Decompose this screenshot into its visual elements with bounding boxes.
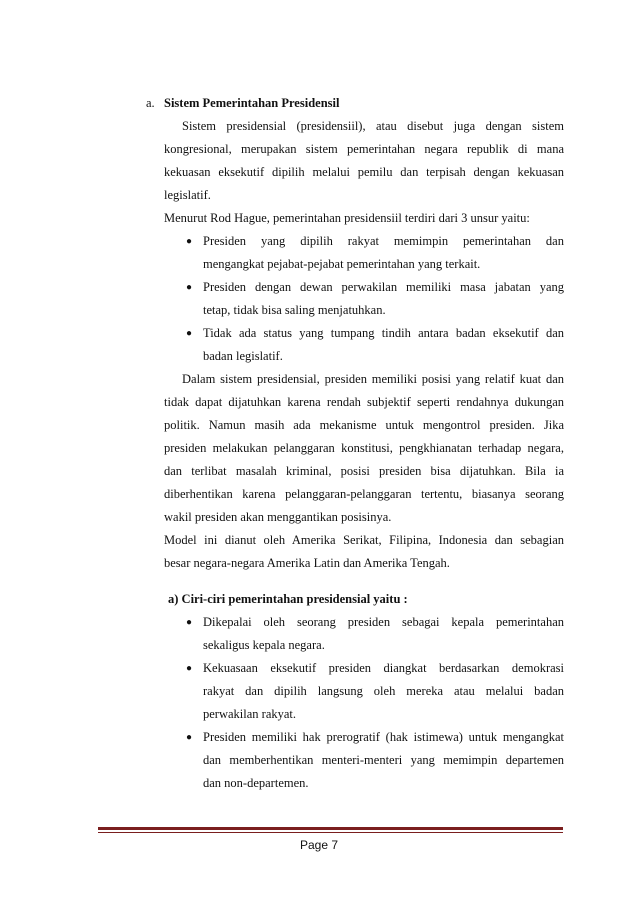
paragraph-line: besar negara-negara Amerika Latin dan Amerika Tengah. [164,556,450,570]
footer-rule-thick [98,827,563,830]
bullet-icon: ● [186,236,193,247]
paragraph-line: Dalam sistem presidensial, presiden memiliki posisi yang relatif kuat dan [182,372,564,386]
bullet-icon: ● [186,663,193,674]
paragraph-line: diberhentikan karena pelanggaran-pelanggaran tertentu, biasanya seorang [164,487,564,501]
paragraph-line: legislatif. [164,188,211,202]
footer-rule-thin [98,832,563,833]
paragraph-line: Sistem presidensial (presidensiil), atau disebut juga dengan sistem [182,119,564,133]
paragraph-line: tidak dapat dijatuhkan karena rendah subjektif seperti rendahnya dukungan [164,395,564,409]
bullet-icon: ● [186,328,193,339]
paragraph-line: dan terlibat masalah kriminal, posisi presiden bisa dijatuhkan. Bila ia [164,464,564,478]
section-title: Sistem Pemerintahan Presidensil [164,96,340,110]
list-item-line: Presiden yang dipilih rakyat memimpin pemerintahan dan [203,234,564,248]
list-item-line: dan non-departemen. [203,776,309,790]
list-item-line: dan memberhentikan menteri-menteri yang memimpin departemen [203,753,564,767]
paragraph-line: kekuasan eksekutif dipilih melalui pemilu dan terpisah dengan kekuasan [164,165,564,179]
paragraph-line: kongresional, merupakan sistem pemerintahan negara republik di mana [164,142,564,156]
section-label: a. [146,96,155,110]
list-item-line: sekaligus kepala negara. [203,638,325,652]
list-item-line: perwakilan rakyat. [203,707,297,721]
bullet-icon: ● [186,617,193,628]
list-item-line: Kekuasaan eksekutif presiden diangkat berdasarkan demokrasi [203,661,564,675]
list-item-line: Tidak ada status yang tumpang tindih antara badan eksekutif dan [203,326,564,340]
paragraph-line: Model ini dianut oleh Amerika Serikat, Filipina, Indonesia dan sebagian [164,533,564,547]
paragraph-line: wakil presiden akan menggantikan posisinya. [164,510,392,524]
bullet-icon: ● [186,732,193,743]
list-item-line: Presiden dengan dewan perwakilan memiliki masa jabatan yang [203,280,564,294]
list-item-line: rakyat dan dipilih langsung oleh mereka atau melalui badan [203,684,564,698]
list-intro: Menurut Rod Hague, pemerintahan presidensiil terdiri dari 3 unsur yaitu: [164,211,530,225]
list-item-line: tetap, tidak bisa saling menjatuhkan. [203,303,386,317]
bullet-icon: ● [186,282,193,293]
list-item-line: mengangkat pejabat-pejabat pemerintahan yang terkait. [203,257,481,271]
subsection-title: a) Ciri-ciri pemerintahan presidensial yaitu : [168,592,408,606]
list-item-line: Dikepalai oleh seorang presiden sebagai kepala pemerintahan [203,615,564,629]
list-item-line: badan legislatif. [203,349,283,363]
paragraph-line: presiden melakukan pelanggaran konstitusi, pengkhianatan terhadap negara, [164,441,564,455]
list-item-line: Presiden memiliki hak prerogratif (hak istimewa) untuk mengangkat [203,730,564,744]
page-number: Page 7 [299,838,339,852]
paragraph-line: politik. Namun masih ada mekanisme untuk mengontrol presiden. Jika [164,418,564,432]
